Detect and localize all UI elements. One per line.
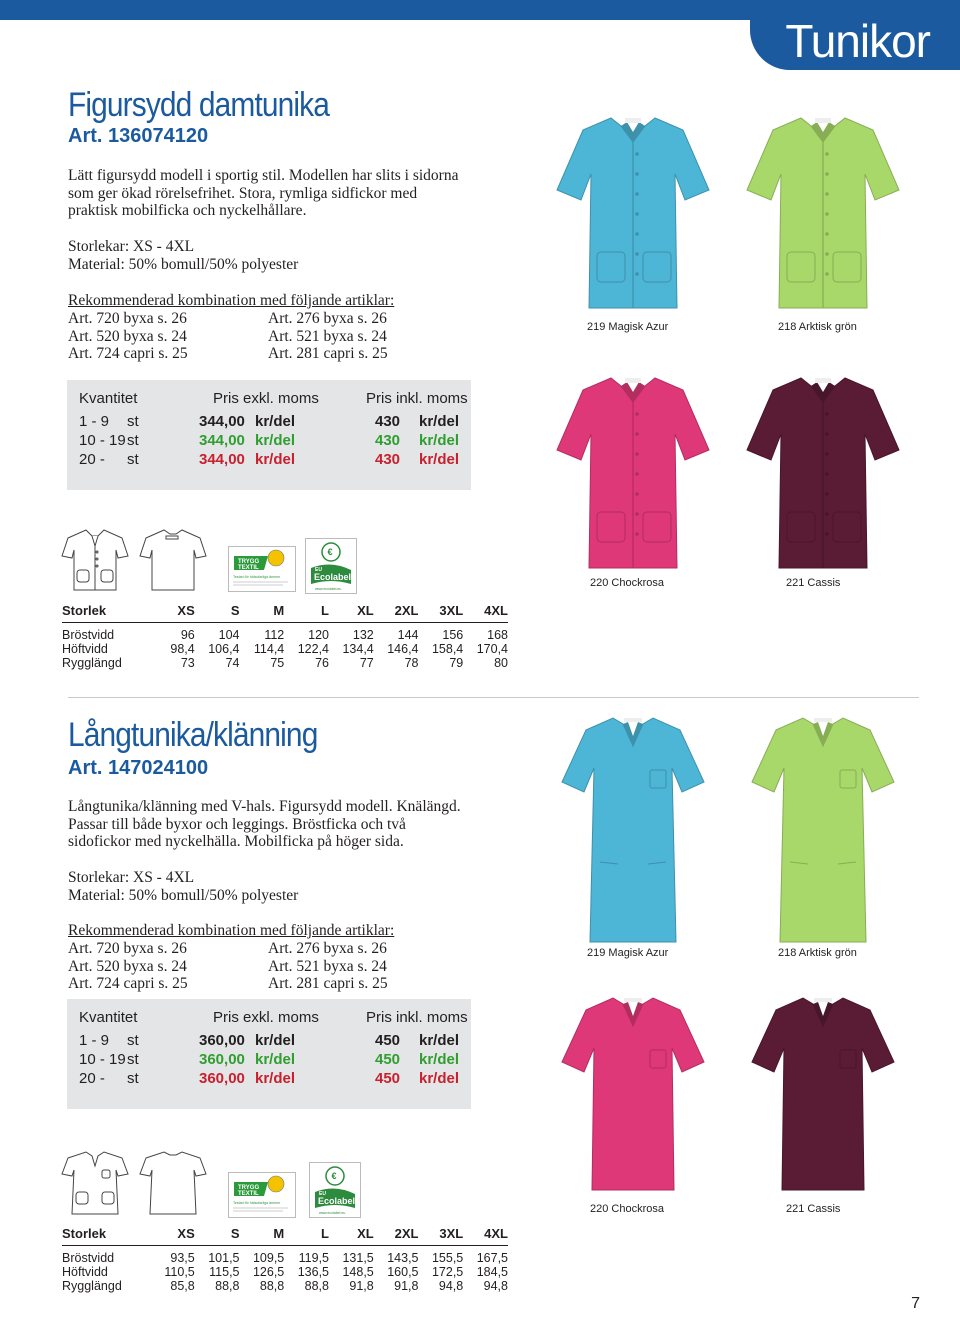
garment-image-cassis (743, 372, 903, 572)
recommendation-heading: Rekommenderad kombination med följande artiklar: (68, 292, 395, 309)
trygg-textil-logo (228, 546, 296, 592)
recommendation-heading: Rekommenderad kombination med följande artiklar: (68, 922, 395, 939)
material-text: Material: 50% bomull/50% polyester (68, 887, 299, 904)
section-divider (68, 697, 919, 698)
price-table-header: Kvantitet Pris exkl. moms Pris inkl. moms (79, 1009, 468, 1026)
garment-image-pink (553, 372, 713, 572)
combination-list (68, 940, 468, 993)
combination-list (68, 310, 468, 363)
price-table (67, 380, 471, 490)
logo-text-textil: TEXTIL (238, 565, 259, 571)
garment-image-green (748, 712, 898, 944)
garment-image-pink (558, 992, 708, 1192)
size-row: Rygglängd 73 74 75 76 77 78 79 80 (62, 656, 508, 670)
price-row: 1 - 9 st 344,00 kr/del 430 kr/del (79, 413, 460, 430)
article-number: Art. 147024100 (68, 757, 209, 779)
color-label: 218 Arktisk grön (778, 947, 857, 959)
combination-row: Art. 724 capri s. 25 Art. 281 capri s. 25 (68, 345, 388, 362)
size-row: Höftvidd 98,4 106,4 114,4 122,4 134,4 146,4 158,4 170,4 (62, 642, 508, 656)
price-row: 10 - 19 st 360,00 kr/del 450 kr/del (79, 1051, 460, 1068)
size-table (62, 1226, 508, 1293)
combination-row: Art. 520 byxa s. 24 Art. 521 byxa s. 24 (68, 957, 387, 975)
color-label: 218 Arktisk grön (778, 321, 857, 333)
size-row: Bröstvidd 93,5 101,5 109,5 119,5 131,5 143,5 155,5 167,5 (62, 1251, 508, 1265)
garment-image-azure (553, 112, 713, 312)
product-title: Långtunika/klänning (68, 716, 318, 754)
garment-image-azure (558, 712, 708, 944)
logo-text-trygg: TRYGG (238, 559, 260, 565)
size-table-header: Storlek XS S M L XL 2XL 3XL 4XL (62, 1226, 508, 1246)
material-text: Material: 50% bomull/50% polyester (68, 256, 299, 273)
eco-name-text: Ecolabel (314, 572, 352, 582)
sizes-text: Storlekar: XS - 4XL (68, 238, 195, 255)
color-label: 220 Chockrosa (590, 577, 664, 589)
size-row: Höftvidd 110,5 115,5 126,5 136,5 148,5 160,5 172,5 184,5 (62, 1265, 508, 1279)
logo-text-trygg: TRYGG (238, 1185, 260, 1191)
page-header (0, 0, 960, 70)
combination-row: Art. 720 byxa s. 26 Art. 276 byxa s. 26 (68, 940, 387, 957)
eco-eu-text: EU (319, 1191, 326, 1197)
sizes-text: Storlekar: XS - 4XL (68, 869, 195, 886)
article-number: Art. 136074120 (68, 125, 209, 147)
logo-caption: Testad för hälsofarliga ämnen (233, 575, 281, 579)
color-label: 221 Cassis (786, 1203, 841, 1215)
trygg-textil-logo (228, 1172, 296, 1218)
size-table (62, 603, 508, 670)
combination-row: Art. 520 byxa s. 24 Art. 521 byxa s. 24 (68, 327, 387, 345)
eco-url-text: www.ecolabel.eu (315, 587, 342, 591)
logo-caption: Testad för hälsofarliga ämnen (233, 1201, 281, 1205)
garment-image-cassis (748, 992, 898, 1192)
combination-row: Art. 720 byxa s. 26 Art. 276 byxa s. 26 (68, 310, 387, 327)
price-table-header: Kvantitet Pris exkl. moms Pris inkl. moms (79, 390, 468, 407)
size-row: Bröstvidd 96 104 112 120 132 144 156 168 (62, 628, 508, 642)
color-label: 219 Magisk Azur (587, 321, 669, 333)
price-row: 10 - 19 st 344,00 kr/del 430 kr/del (79, 432, 460, 449)
garment-image-green (743, 112, 903, 312)
product-description: Långtunika/klänning med V-hals. Figursydd modell. Knälängd. Passar till både byxor och leggings. Bröstficka och två sidofickor med nyckelhälla. Mobilficka på höger sida. (68, 798, 461, 850)
combination-row: Art. 724 capri s. 25 Art. 281 capri s. 25 (68, 975, 388, 992)
dress-sketch (58, 1148, 208, 1216)
eco-eu-text: EU (315, 567, 322, 573)
size-table-header: Storlek XS S M L XL 2XL 3XL 4XL (62, 603, 508, 623)
page-title: Tunikor (785, 15, 930, 67)
price-row: 20 - st 344,00 kr/del 430 kr/del (79, 451, 460, 468)
svg-text:€: € (331, 1171, 337, 1181)
price-table (67, 999, 471, 1109)
product-title: Figursydd damtunika (68, 86, 330, 124)
eco-url-text: www.ecolabel.eu (319, 1211, 346, 1215)
tunic-sketch (58, 526, 208, 594)
page-number: 7 (911, 1295, 920, 1312)
eu-ecolabel-logo (309, 1162, 361, 1218)
product-description: Lätt figursydd modell i sportig stil. Modellen har slits i sidorna som ger ökad rörelsefrihet. Stora, rymliga sidfickor med praktisk mobilficka och nyckelhållare. (68, 167, 459, 219)
price-row: 20 - st 360,00 kr/del 450 kr/del (79, 1070, 460, 1087)
color-label: 221 Cassis (786, 577, 841, 589)
color-label: 220 Chockrosa (590, 1203, 664, 1215)
eco-name-text: Ecolabel (318, 1196, 356, 1206)
svg-text:€: € (327, 547, 333, 557)
eu-ecolabel-logo (305, 538, 357, 594)
logo-text-textil: TEXTIL (238, 1191, 259, 1197)
color-label: 219 Magisk Azur (587, 947, 669, 959)
price-row: 1 - 9 st 360,00 kr/del 450 kr/del (79, 1032, 460, 1049)
size-row: Rygglängd 85,8 88,8 88,8 88,8 91,8 91,8 94,8 94,8 (62, 1279, 508, 1293)
